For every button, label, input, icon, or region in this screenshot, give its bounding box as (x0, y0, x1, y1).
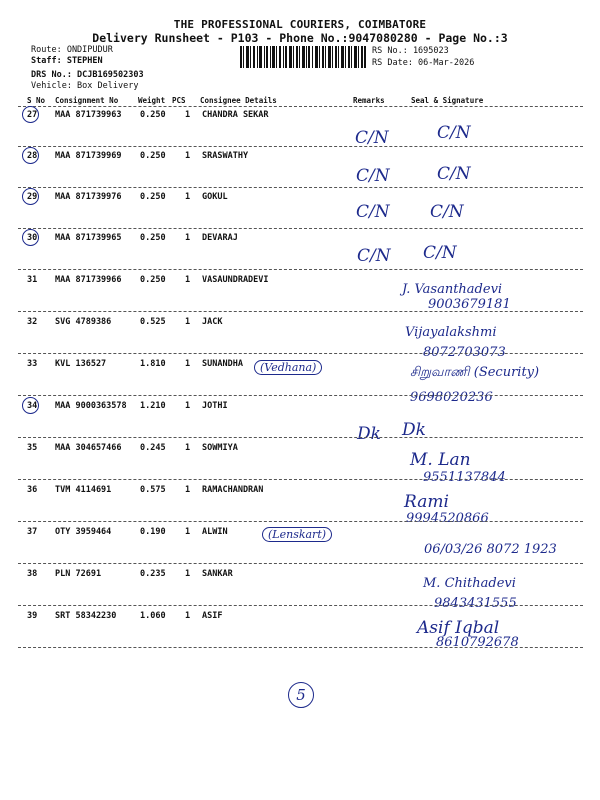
row-phone-handwritten: 9698020236 (410, 390, 493, 405)
row-sno: 39 (27, 611, 38, 621)
row-consignee: DEVARAJ (202, 233, 238, 243)
row-weight: 1.810 (140, 359, 166, 369)
row-divider (18, 521, 583, 522)
row-consignment-no: OTY 3959464 (55, 527, 112, 537)
page-mark: 5 (288, 682, 314, 708)
row-phone-handwritten: 9551137844 (423, 470, 506, 485)
row-divider (18, 146, 583, 147)
row-signature-handwritten: M. Lan (410, 450, 471, 470)
row-consignment-no: MAA 871739965 (55, 233, 122, 243)
row-signature-handwritten: Rami (404, 492, 449, 512)
row-sno: 27 (27, 110, 38, 120)
row-pcs: 1 (185, 443, 191, 453)
row-signature-handwritten: C/N (430, 202, 464, 222)
row-signature-handwritten: சிறுவாணி (Security) (410, 365, 540, 380)
route-label: Route: ONDIPUDUR (31, 45, 113, 55)
row-pcs: 1 (185, 527, 191, 537)
row-consignment-no: SRT 58342230 (55, 611, 117, 621)
row-pcs: 1 (185, 485, 191, 495)
row-pcs: 1 (185, 359, 191, 369)
row-remark-handwritten: C/N (355, 128, 389, 148)
note-vedhana: (Vedhana) (254, 360, 322, 375)
row-consignee: RAMACHANDRAN (202, 485, 264, 495)
row-remark-handwritten: C/N (357, 246, 391, 266)
row-signature-handwritten: Dk (402, 420, 426, 440)
row-sno: 35 (27, 443, 38, 453)
row-consignment-no: MAA 871739969 (55, 151, 122, 161)
row-phone-handwritten: 8610792678 (436, 635, 519, 650)
row-signature-handwritten: C/N (437, 123, 471, 143)
row-consignee: SANKAR (202, 569, 233, 579)
row-sno: 30 (27, 233, 38, 243)
header-rule (18, 106, 583, 107)
row-sno: 34 (27, 401, 38, 411)
row-signature-handwritten: M. Chithadevi (423, 576, 516, 591)
row-pcs: 1 (185, 275, 191, 285)
row-weight: 0.250 (140, 192, 166, 202)
row-consignment-no: MAA 304657466 (55, 443, 122, 453)
row-consignment-no: PLN 72691 (55, 569, 102, 579)
row-consignee: VASAUNDRADEVI (202, 275, 269, 285)
rs-date: RS Date: 06-Mar-2026 (372, 58, 475, 68)
row-remark-handwritten: C/N (356, 166, 390, 186)
row-consignee: JOTHI (202, 401, 228, 411)
row-divider (18, 647, 583, 648)
row-phone-handwritten: 9843431555 (434, 596, 517, 611)
row-sno: 31 (27, 275, 38, 285)
row-pcs: 1 (185, 611, 191, 621)
row-remark-handwritten: C/N (356, 202, 390, 222)
company-title: THE PROFESSIONAL COURIERS, COIMBATORE (173, 18, 427, 31)
row-pcs: 1 (185, 401, 191, 411)
row-divider (18, 228, 583, 229)
row-divider (18, 605, 583, 606)
row-sno: 38 (27, 569, 38, 579)
row-divider (18, 353, 583, 354)
row-consignee: SUNANDHA (202, 359, 243, 369)
col-consignee: Consignee Details (200, 96, 277, 105)
row-sno: 32 (27, 317, 38, 327)
row-phone-handwritten: 9994520866 (406, 511, 489, 526)
sno-circle-mark (22, 229, 39, 246)
row-sno: 28 (27, 151, 38, 161)
row-pcs: 1 (185, 317, 191, 327)
sno-circle-mark (22, 397, 39, 414)
row-sno: 33 (27, 359, 38, 369)
row-pcs: 1 (185, 233, 191, 243)
col-pcs: PCS (172, 96, 186, 105)
row-pcs: 1 (185, 110, 191, 120)
row-pcs: 1 (185, 151, 191, 161)
row-signature-handwritten: 06/03/26 8072 1923 (424, 542, 557, 557)
row-phone-handwritten: 8072703073 (423, 345, 506, 360)
row-sno: 29 (27, 192, 38, 202)
row-consignee: ASIF (202, 611, 223, 621)
row-weight: 0.525 (140, 317, 166, 327)
sno-circle-mark (22, 188, 39, 205)
row-divider (18, 479, 583, 480)
row-divider (18, 187, 583, 188)
row-consignment-no: TVM 4114691 (55, 485, 112, 495)
row-pcs: 1 (185, 192, 191, 202)
col-sno: S No (27, 96, 46, 105)
row-weight: 0.250 (140, 110, 166, 120)
rs-number: RS No.: 1695023 (372, 46, 449, 56)
barcode-image (240, 46, 366, 68)
row-consignee: SOWMIYA (202, 443, 238, 453)
row-consignment-no: MAA 871739966 (55, 275, 122, 285)
col-consignment: Consignment No (55, 96, 119, 105)
row-consignment-no: KVL 136527 (55, 359, 107, 369)
row-sno: 37 (27, 527, 38, 537)
row-weight: 0.250 (140, 151, 166, 161)
row-weight: 0.190 (140, 527, 166, 537)
row-weight: 0.235 (140, 569, 166, 579)
row-pcs: 1 (185, 569, 191, 579)
row-divider (18, 269, 583, 270)
row-consignee: CHANDRA SEKAR (202, 110, 269, 120)
vehicle-label: Vehicle: Box Delivery (31, 81, 139, 91)
col-remarks: Remarks (353, 96, 385, 105)
row-weight: 0.250 (140, 275, 166, 285)
row-consignee: GOKUL (202, 192, 228, 202)
row-weight: 0.245 (140, 443, 166, 453)
row-consignee: JACK (202, 317, 223, 327)
row-divider (18, 311, 583, 312)
sno-circle-mark (22, 106, 39, 123)
row-weight: 0.575 (140, 485, 166, 495)
col-seal-signature: Seal & Signature (411, 96, 484, 105)
row-consignment-no: MAA 871739976 (55, 192, 122, 202)
row-consignee: SRASWATHY (202, 151, 249, 161)
row-weight: 1.210 (140, 401, 166, 411)
row-signature-handwritten: J. Vasanthadevi (402, 282, 503, 297)
row-divider (18, 395, 583, 396)
row-signature-handwritten: Asif Iqbal (417, 618, 500, 638)
row-consignee: ALWIN (202, 527, 228, 537)
row-divider (18, 563, 583, 564)
drs-label: DRS No.: DCJB169502303 (31, 70, 144, 80)
row-sno: 36 (27, 485, 38, 495)
note-lenskart: (Lenskart) (262, 527, 332, 542)
col-weight: Weight (138, 96, 166, 105)
row-signature-handwritten: C/N (437, 164, 471, 184)
row-signature-handwritten: C/N (423, 243, 457, 263)
row-consignment-no: MAA 871739963 (55, 110, 122, 120)
row-signature-handwritten: Vijayalakshmi (405, 325, 497, 340)
staff-label: Staff: STEPHEN (31, 56, 103, 66)
row-consignment-no: SVG 4789386 (55, 317, 112, 327)
row-remark-handwritten: Dk (357, 424, 381, 444)
sno-circle-mark (22, 147, 39, 164)
row-weight: 0.250 (140, 233, 166, 243)
row-weight: 1.060 (140, 611, 166, 621)
row-divider (18, 437, 583, 438)
row-phone-handwritten: 9003679181 (428, 297, 511, 312)
row-consignment-no: MAA 9000363578 (55, 401, 127, 411)
runsheet-title: Delivery Runsheet - P103 - Phone No.:9047080280 - Page No.:3 (92, 31, 508, 45)
